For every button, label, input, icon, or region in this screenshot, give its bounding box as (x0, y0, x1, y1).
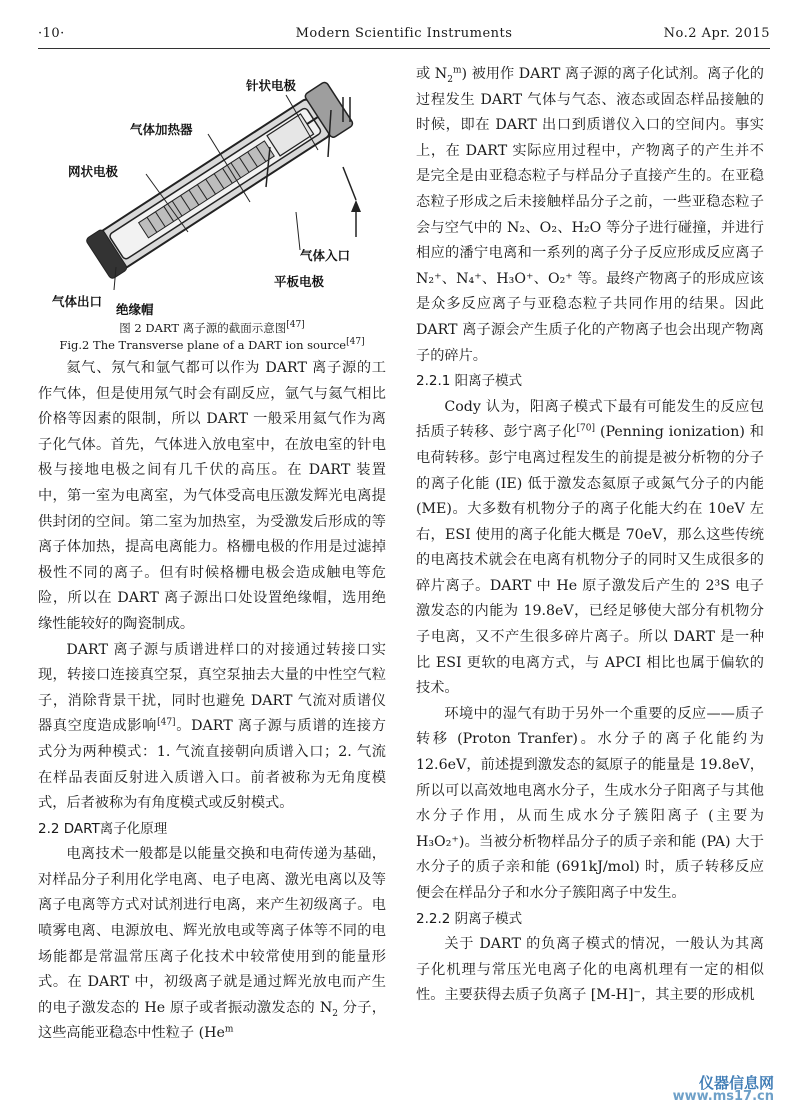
journal-title: Modern Scientific Instruments (295, 26, 513, 41)
left-column (38, 62, 386, 1047)
principle-text: 电离技术一般都是以能量交换和电荷传递为基础，对样品分子利用化学电离、电子电离、激光电离以及等离子电离等方式对试剂进行电离，来产生初级离子。电喷雾电离、电源放电、辉光放电或等离子体等不同的电场能都是常温常压离子化技术中较常使用到的能量形式。在 DART 中，初级离子就是通过辉光放电而产生的电子激发态的 He 原子或者振动激发态的 N (38, 846, 386, 1016)
dart-figure (38, 62, 386, 317)
positive-text-b: (Penning ionization) 和电荷转移。彭宁电离过程发生的前提是被分析物的分子的离子化能 (IE) 低于激发态氦原子或氮气分子的内能 (ME)。大多数有机物分子的离子化能大约在 10eV 左右，ESI 使用的离子化能大概是 70eV，那么这些传统的电离技术就会在电离有机物分子的同时又生成很多的碎片离子。DART 中 He 原子激发后产生的 2³S 电子激发态的内能为 19.8eV，已经足够使大部分有机物分子电离，又不产生很多碎片离子。所以 DART 是一种比 ESI 更软的电离方式，与 APCI 相比也属于偏软的技术。 (416, 424, 764, 697)
paragraph-positive-mode (416, 395, 764, 702)
label-needle-electrode: 针状电极 (246, 78, 297, 93)
section-heading-2-2-2: 2.2.2 阴离子模式 (416, 910, 523, 927)
reagent-text-a: 或 N (416, 66, 448, 82)
watermark-line2: www.ms17.cn (672, 1089, 774, 1104)
dart-source-diagram (38, 62, 386, 312)
reagent-text-b: ) 被用作 DART 离子源的离子化试剂。离子化的过程发生 DART 气体与气态、液态或固态样品接触的时候，即在 DART 出口到质谱仪入口的空间内。事实上，在 DART 实际应用过程中，产物离子的产生并不是完全是由亚稳态粒子与样品分子直接产生的。在亚稳态粒子形成之后未接触样品分子之前，一些亚稳态粒子会与空气中的 N₂、O₂、H₂O 等分子进行碰撞，并进行相应的潘宁电离和一系列的离子分子反应形成反应离子 N₂⁺、N₄⁺、H₃O⁺、O₂⁺ 等。最终产物离子的形成应该是众多反应离子与亚稳态粒子共同作用的结果。因此 DART 离子源会产生质子化的产物离子也会出现产物离子的碎片。 (416, 66, 764, 364)
paragraph-working-gas: 氦气、氖气和氩气都可以作为 DART 离子源的工作气体，但是使用氖气时会有副反应，氩气与氦气相比价格等因素的限制，所以 DART 一般采用氦气作为离子化气体。首先，气体进入放电室中，在放电室的针电极与接地电极之间有几千伏的高压。在 DART 装置中，第一室为电离室，为气体受高电压激发辉光电离提供封闭的空间。第二室为加热室，为受激发后形成的等离子体加热，提高电离能力。格栅电极的作用是过滤掉极性不同的离子。但有时候格栅电极会造成触电等危险，所以在 DART 离子源出口处设置绝缘帽，选用绝缘性能较好的陶瓷制成。 (38, 360, 386, 632)
site-watermark (673, 1076, 774, 1104)
paragraph-interface (38, 638, 386, 817)
positive-text-a: Cody 认为，阳离子模式下最有可能发生的反应包括质子转移、彭宁离子化 (416, 398, 764, 441)
section-heading-2-2: 2.2 DART离子化原理 (38, 820, 168, 837)
right-column (416, 62, 764, 1009)
label-gas-heater: 气体加热器 (130, 122, 193, 137)
label-gas-outlet: 气体出口 (52, 294, 103, 309)
interface-ref: [47] (157, 717, 176, 728)
paragraph-ionization-reagent (416, 62, 764, 369)
label-mesh-electrode: 网状电极 (68, 164, 119, 179)
principle-tail: 分子，这些高能亚稳态中性粒子 (He (38, 999, 386, 1042)
paragraph-proton-transfer: 环境中的湿气有助于另外一个重要的反应——质子转移 (Proton Tranfer)。水分子的离子化能约为 12.6eV，前述提到激发态的氦原子的能量是 19.8eV，所以可以高效地电离水分子，生成水分子阳离子与其他水分子作用，从而生成水分子簇阳离子 (主要为 H₃O₂⁺)。当被分析物样品分子的质子亲和能 (PA) 大于水分子的质子亲和能 (691kJ/mol) 时，质子转移反应便会在样品分子和水分子簇阳离子中发生。 (416, 705, 764, 901)
interface-text-b: 。DART 离子源与质谱的连接方式分为两种模式：1. 气流直接朝向质谱入口；2. 气流在样品表面反射进入质谱入口。前者被称为无角度模式，后者被称为有角度模式或反射模式。 (38, 718, 386, 812)
positive-ref: [70] (576, 423, 596, 434)
paragraph-negative-mode: 关于 DART 的负离子模式的情况，一般认为其离子化机理与常压光电离子化的电离机理有一定的相似性。主要获得去质子负离子 [M-H]⁻，其主要的形成机 (416, 936, 764, 1004)
caption-en-ref: [47] (346, 337, 365, 348)
reagent-sup: m (452, 65, 462, 76)
issue-info: No.2 Apr. 2015 (663, 26, 770, 41)
caption-cn-ref: [47] (286, 320, 305, 331)
header-rule (38, 48, 770, 49)
running-header (38, 26, 770, 46)
caption-cn-text: 图 2 DART 离子源的截面示意图 (119, 321, 287, 335)
section-heading-2-2-1: 2.2.1 阳离子模式 (416, 373, 523, 390)
label-gas-inlet: 气体入口 (300, 248, 351, 263)
principle-sup: m (224, 1024, 234, 1035)
label-plate-electrode: 平板电极 (274, 274, 325, 289)
caption-en-text: Fig.2 The Transverse plane of a DART ion source (59, 338, 347, 352)
watermark-line1: 仪器信息网 (698, 1074, 774, 1092)
principle-sub: 2 (332, 1008, 338, 1019)
figure-caption-en (38, 337, 386, 354)
figure-caption-cn (38, 320, 386, 337)
interface-text-a: DART 离子源与质谱进样口的对接通过转接口实现，转接口连接真空泵，真空泵抽去大量的中性空气粒子，消除背景干扰，同时也避免 DART 气流对质谱仪器真空度造成影响 (38, 641, 386, 735)
paragraph-ionization-principle (38, 842, 386, 1047)
label-insulating-cap: 绝缘帽 (116, 302, 154, 317)
reagent-sub: 2 (447, 74, 453, 85)
page-number: ·10· (38, 26, 65, 41)
